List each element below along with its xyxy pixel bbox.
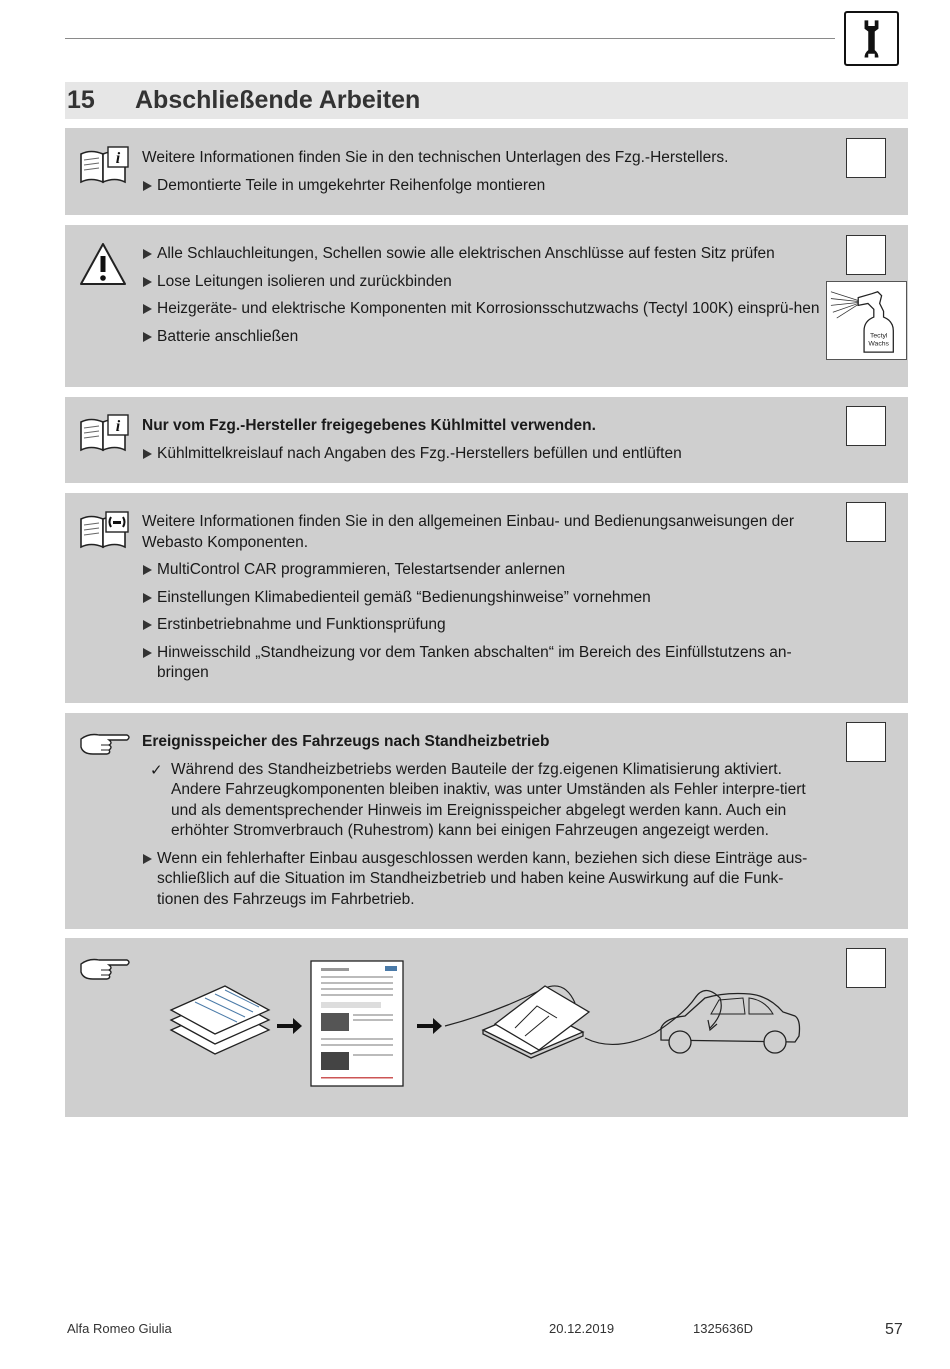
chapter-title: Abschließende Arbeiten bbox=[135, 86, 421, 114]
chapter-heading bbox=[65, 82, 908, 119]
step-item: Demontierte Teile in umgekehrter Reihenfolge montieren bbox=[142, 176, 822, 197]
spray-can-icon bbox=[826, 281, 907, 360]
check-item: ✓ Während des Standheizbetriebs werden Bauteile der fzg.eigenen Klimatisierung aktiviert. Andere Fahrzeugkomponenten bleiben inaktiv, was unter Umständen als Fehler interpre-tiert und als dementsprechender Hinweis im Ereignisspeicher abgelegt werden kann. Auch ein erhöhter Stromverbrauch (Ruhestrom) kann bei einigen Fahrzeugen angezeigt werden. bbox=[142, 760, 822, 842]
chapter-number: 15 bbox=[67, 86, 95, 114]
panel-content bbox=[142, 512, 822, 691]
wrench-icon bbox=[844, 11, 899, 66]
step-item: Erstinbetriebnahme und Funktionsprüfung bbox=[142, 615, 822, 636]
manual-webasto-icon bbox=[79, 511, 129, 551]
warning-icon bbox=[79, 242, 127, 286]
manual-info-icon bbox=[79, 146, 129, 186]
vehicle-manual-icon bbox=[483, 986, 589, 1058]
completion-checkbox[interactable] bbox=[846, 138, 886, 178]
car-icon bbox=[661, 994, 800, 1054]
manual-info-icon bbox=[79, 414, 129, 454]
svg-text:i: i bbox=[115, 418, 121, 435]
instruction-sheet-icon bbox=[311, 961, 403, 1086]
spray-label-1: Tectyl bbox=[869, 332, 888, 340]
pointing-hand-icon bbox=[79, 731, 131, 757]
footer-date: 20.12.2019 bbox=[549, 1321, 615, 1336]
note-panel-event-memory bbox=[65, 713, 908, 929]
step-item: Kühlmittelkreislauf nach Angaben des Fzg.-Herstellers befüllen und entlüften bbox=[142, 444, 822, 465]
spray-label-2: Wachs bbox=[868, 340, 889, 348]
completion-checkbox[interactable] bbox=[846, 502, 886, 542]
svg-text:i: i bbox=[115, 150, 121, 167]
event-memory-heading: Ereignisspeicher des Fahrzeugs nach Standheizbetrieb bbox=[142, 733, 550, 750]
step-item: Batterie anschließen bbox=[142, 327, 822, 348]
step-item: Wenn ein fehlerhafter Einbau ausgeschlossen werden kann, beziehen sich diese Einträge aus-schließlich auf die Situation im Standheizbetrieb und haben keine Auswirkung auf die Funk-tionen des Fahrzeugs im Fahrbetrieb. bbox=[142, 849, 822, 911]
completion-checkbox[interactable] bbox=[846, 722, 886, 762]
footer-document-number: 1325636D bbox=[693, 1321, 753, 1336]
step-item: Einstellungen Klimabedienteil gemäß “Bedienungshinweise” vornehmen bbox=[142, 588, 822, 609]
panel-content bbox=[142, 148, 822, 203]
page-number: 57 bbox=[885, 1321, 903, 1338]
completion-checkbox[interactable] bbox=[846, 948, 886, 988]
panel-content bbox=[142, 244, 822, 354]
info-panel-coolant bbox=[65, 397, 908, 483]
info-panel-webasto bbox=[65, 493, 908, 703]
completion-checkbox[interactable] bbox=[846, 406, 886, 446]
panel-content bbox=[142, 732, 822, 917]
info-text: Weitere Informationen finden Sie in den technischen Unterlagen des Fzg.-Herstellers. bbox=[142, 149, 729, 166]
footer-vehicle-model: Alfa Romeo Giulia bbox=[67, 1321, 172, 1336]
document-stack-icon bbox=[171, 986, 269, 1054]
step-item: Heizgeräte- und elektrische Komponenten mit Korrosionsschutzwachs (Tectyl 100K) einsprü-hen bbox=[142, 299, 822, 320]
info-text: Weitere Informationen finden Sie in den allgemeinen Einbau- und Bedienungsanweisungen der Webasto Komponenten. bbox=[142, 513, 795, 551]
step-item: Hinweisschild „Standheizung vor dem Tanken abschalten“ im Bereich des Einfüllstutzens an-bringen bbox=[142, 643, 822, 684]
documentation-flow-diagram bbox=[165, 958, 805, 1093]
info-panel-technical-docs bbox=[65, 128, 908, 215]
panel-content bbox=[142, 416, 822, 471]
note-panel-documentation-flow bbox=[65, 938, 908, 1117]
completion-checkbox[interactable] bbox=[846, 235, 886, 275]
step-item: Alle Schlauchleitungen, Schellen sowie alle elektrischen Anschlüsse auf festen Sitz prüfen bbox=[142, 244, 822, 265]
warning-panel-connections bbox=[65, 225, 908, 387]
pointing-hand-icon bbox=[79, 956, 131, 982]
header-rule bbox=[65, 38, 835, 39]
coolant-heading: Nur vom Fzg.-Hersteller freigegebenes Kühlmittel verwenden. bbox=[142, 417, 596, 434]
step-item: MultiControl CAR programmieren, Telestartsender anlernen bbox=[142, 560, 822, 581]
step-item: Lose Leitungen isolieren und zurückbinden bbox=[142, 272, 822, 293]
